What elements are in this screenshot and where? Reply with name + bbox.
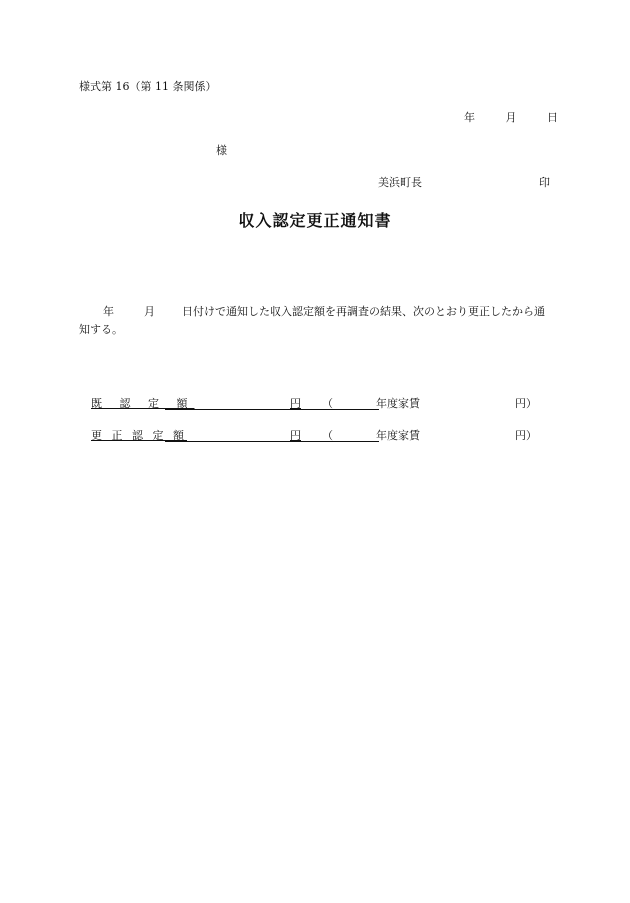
issue-date [464,112,558,123]
date-day: 日 [547,111,558,124]
date-year: 年 [464,111,475,124]
body-month: 月 [144,305,155,318]
form-number: 様式第 16（第 11 条関係） [79,80,217,93]
amount-line [165,441,379,442]
rent-label: 年度家賃 [376,429,420,442]
document-title: 収入認定更正通知書 [238,211,392,230]
paren-open: （ [322,429,333,442]
notice-body [79,303,551,339]
row-label: 既 認 定 額 [91,397,195,410]
rent-yen: 円） [515,429,537,442]
row-label: 更 正 認 定 額 [91,429,187,442]
body-text: 日付けで通知した収入認定額を再調査の結果、次のとおり更正したから通知する。 [79,305,545,336]
addressee-suffix: 様 [216,144,227,157]
issuer-name: 美浜町長 [378,176,422,189]
rent-label: 年度家賃 [376,397,420,410]
amount-line [165,409,379,410]
yen-unit: 円 [290,397,301,410]
rent-yen: 円） [515,397,537,410]
body-year: 年 [103,305,114,318]
seal-mark: 印 [539,176,550,189]
paren-open: （ [322,397,333,410]
revised-amount-row [91,430,541,444]
yen-unit: 円 [290,429,301,442]
date-month: 月 [505,111,517,124]
current-amount-row [91,398,541,412]
